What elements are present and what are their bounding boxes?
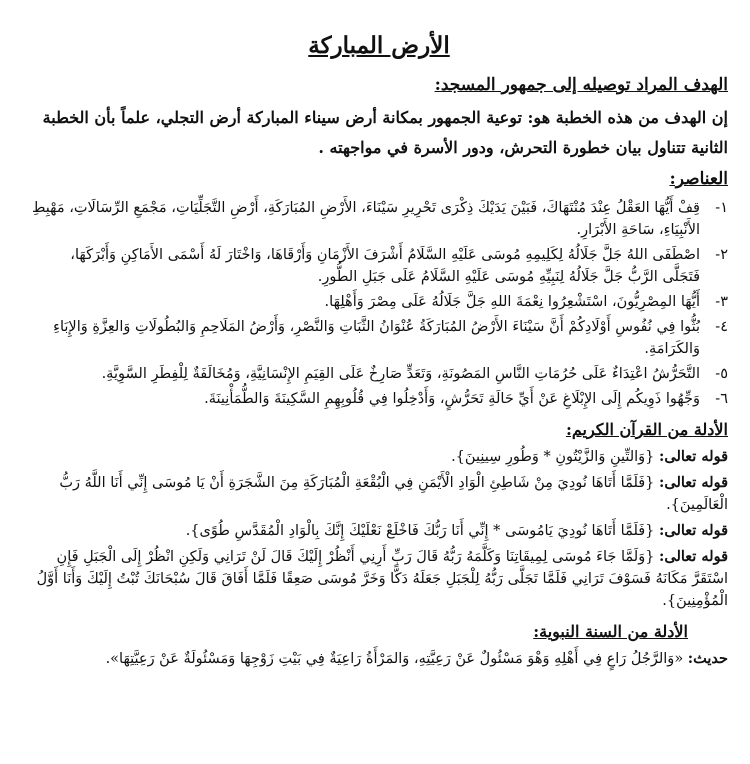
- item-text: وَجِّهُوا ذَوِيكُم إِلَى الإِبْلَاغِ عَنْ أَيِّ حَالَةِ تَحَرُّشٍ، وَأَدْخِلُوا فِي قُلُوبِهِمِ السَّكِينَةَ وَالطُّمَأْنِينَةَ.: [204, 391, 700, 407]
- item-text: اصْطَفَى اللهُ جَلَّ جَلَالُهُ لِكَلِيمِهِ مُوسَى عَلَيْهِ السَّلَامُ أَشْرَفَ الأَزْمَانِ وَأَرْقَاهَا، وَاخْتَارَ لَهُ أَسْمَى الأَمَاكِنِ وَأَبْرَكَهَا، فَتَجَلَّى الرَّبُّ جَلَّ جَلَالُهُ لِنَبِيِّهِ مُوسَى عَلَيْهِ السَّلَامُ عَلَى جَبَلِ الطُّورِ.: [70, 247, 700, 285]
- goal-heading: الهدف المراد توصيله إلى جمهور المسجد:: [434, 75, 728, 95]
- list-item: [30, 316, 728, 360]
- item-text: أَيُّهَا المِصْرِيُّونَ، اسْتَشْعِرُوا نِعْمَةَ اللهِ جَلَّ جَلَالُهُ عَلَى مِصْرَ وَأَهْلِهَا.: [324, 294, 700, 310]
- list-item: [30, 244, 728, 288]
- list-item: [30, 291, 728, 313]
- list-item: [30, 197, 728, 241]
- item-number: ٦-: [715, 391, 728, 407]
- verse-text: {فَلَمَّا أَتَاهَا نُودِيَ مِنْ شَاطِئِ الْوَادِ الْأَيْمَنِ فِي الْبُقْعَةِ الْمُبَارَكَةِ مِنَ الشَّجَرَةِ أَنْ يَا مُوسَى إِنِّي أَنَا اللَّهُ رَبُّ الْعَالَمِينَ}.: [59, 475, 728, 513]
- quran-label: قوله تعالى:: [659, 522, 728, 539]
- quran-label: قوله تعالى:: [659, 448, 728, 465]
- quran-verse: [30, 546, 728, 612]
- item-text: بُثُّوا فِي نُفُوسِ أَوْلَادِكُمْ أَنَّ سَيْنَاءَ الأَرْضُ المُبَارَكَةُ عُنْوَانُ الثَّبَاتِ وَالنَّصْرِ، وَأَرْضُ المَلَاحِمِ وَالبُطُولَاتِ وَالعِزَّةِ وَالإِبَاءِ وَالكَرَامَةِ.: [53, 319, 700, 357]
- hadith: [30, 648, 728, 670]
- item-number: ١-: [715, 200, 728, 216]
- quran-label: قوله تعالى:: [659, 474, 728, 491]
- list-item: [30, 388, 728, 410]
- hadith-label: حديث:: [687, 650, 728, 667]
- item-number: ٤-: [715, 319, 728, 335]
- sunnah-heading: الأدلة من السنة النبوية:: [533, 622, 688, 641]
- quran-verse: [30, 446, 728, 468]
- list-item: [30, 363, 728, 385]
- item-number: ٥-: [715, 366, 728, 382]
- item-text: قِفْ أَيُّهَا العَقْلُ عِنْدَ مُنْتَهَاكَ، فَبَيْنَ يَدَيْكَ ذِكْرَى تَحْرِيرِ سَيْنَاءَ، الأَرْضِ المُبَارَكَةِ، أَرْضِ التَّجَلِّيَاتِ، مَجْمَعِ الرِّسَالَاتِ، مَهْبِطِ الأَنْبِيَاءِ، سَاحَةِ الأَبْرَارِ.: [32, 200, 700, 238]
- quran-heading: الأدلة من القرآن الكريم:: [565, 420, 728, 439]
- quran-verse: [30, 472, 728, 516]
- item-number: ٢-: [715, 247, 728, 263]
- verse-text: {وَلَمَّا جَاءَ مُوسَى لِمِيقَاتِنَا وَكَلَّمَهُ رَبُّهُ قَالَ رَبِّ أَرِنِي أَنْظُرْ إِلَيْكَ قَالَ لَنْ تَرَانِي وَلَكِنِ انْظُرْ إِلَى الْجَبَلِ فَإِنِ اسْتَقَرَّ مَكَانَهُ فَسَوْفَ تَرَانِي فَلَمَّا تَجَلَّى رَبُّهُ لِلْجَبَلِ جَعَلَهُ دَكًّا وَخَرَّ مُوسَى صَعِقًا فَلَمَّا أَفَاقَ قَالَ سُبْحَانَكَ تُبْتُ إِلَيْكَ وَأَنَا أَوَّلُ الْمُؤْمِنِينَ}.: [36, 549, 728, 609]
- verse-text: {فَلَمَّا أَتَاهَا نُودِيَ يَامُوسَى * إِنِّي أَنَا رَبُّكَ فَاخْلَعْ نَعْلَيْكَ إِنَّكَ بِالْوَادِ الْمُقَدَّسِ طُوًى}.: [185, 523, 655, 539]
- hadith-text: «وَالرَّجُلُ رَاعٍ فِي أَهْلِهِ وَهْوَ مَسْئُولٌ عَنْ رَعِيَّتِهِ، وَالمَرْأَةُ رَاعِيَةٌ فِي بَيْتِ زَوْجِهَا وَمَسْئُولَةٌ عَنْ رَعِيَّتِهَا».: [105, 651, 684, 667]
- page-title: الأرض المباركة: [308, 32, 450, 59]
- elements-heading: العناصر:: [669, 169, 728, 189]
- verse-text: {وَالتِّينِ وَالزَّيْتُونِ * وَطُورِ سِينِينَ}.: [451, 449, 655, 465]
- quran-verse: [30, 520, 728, 542]
- item-number: ٣-: [715, 294, 728, 310]
- elements-list: [30, 197, 728, 410]
- item-text: التَّحَرُّشُ اعْتِدَاءٌ عَلَى حُرُمَاتِ النَّاسِ المَصُونَةِ، وَتَعَدٍّ صَارِخٌ عَلَى القِيَمِ الإِنْسَانِيَّةِ، وَمُخَالَفَةٌ لِلْفِطَرِ السَّوِيَّةِ.: [101, 366, 700, 382]
- quran-label: قوله تعالى:: [659, 548, 728, 565]
- goal-text: إن الهدف من هذه الخطبة هو: توعية الجمهور بمكانة أرض سيناء المباركة أرض التجلي، علماً بأن الخطبة الثانية تتناول بيان خطورة التحرش، ودور الأسرة في مواجهته .: [42, 108, 728, 157]
